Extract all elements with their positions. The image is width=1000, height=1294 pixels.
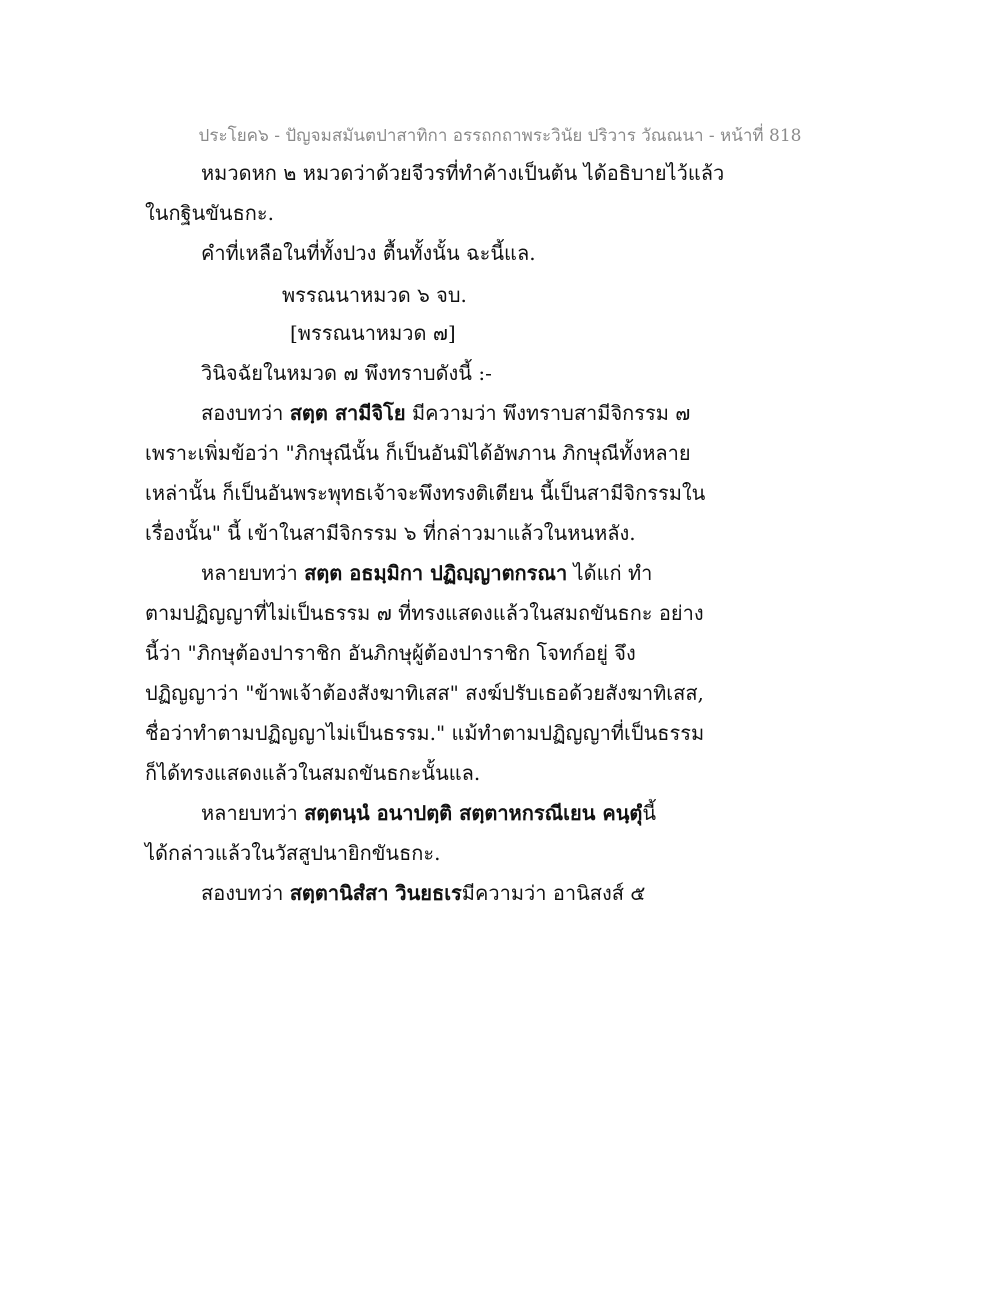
text-line: ในกฐินขันธกะ. bbox=[145, 201, 275, 225]
term-explanation: มีความว่า พึงทราบสามีจิกรรม ๗ bbox=[405, 401, 691, 425]
term-explanation: ได้แก่ ทำ bbox=[567, 561, 653, 585]
text-line bbox=[201, 880, 645, 906]
term-explanation: นี้ bbox=[642, 801, 657, 825]
term-explanation: มีความว่า อานิสงส์ ๕ bbox=[461, 881, 646, 905]
section-heading: [พรรณนาหมวด ๗] bbox=[290, 321, 456, 345]
term-intro: หลายบทว่า bbox=[201, 801, 305, 825]
page-header: ประโยค๖ - ปัญจมสมันตปาสาทิกา อรรถกถาพระวินัย ปริวาร วัณณนา - หน้าที่ 818 bbox=[198, 126, 802, 146]
text-line: วินิจฉัยในหมวด ๗ พึงทราบดังนี้ :- bbox=[201, 361, 492, 385]
text-line: เหล่านั้น ก็เป็นอันพระพุทธเจ้าจะพึงทรงติเตียน นี้เป็นสามีจิกรรมใน bbox=[145, 481, 706, 505]
text-line bbox=[201, 560, 652, 586]
text-line: หมวดหก ๒ หมวดว่าด้วยจีวรที่ทำค้างเป็นต้น ได้อธิบายไว้แล้ว bbox=[201, 161, 725, 185]
text-line bbox=[201, 400, 690, 426]
text-line: ชื่อว่าทำตามปฏิญญาไม่เป็นธรรม." แม้ทำตามปฏิญญาที่เป็นธรรม bbox=[145, 721, 705, 745]
text-line: เพราะเพิ่มข้อว่า "ภิกษุณีนั้น ก็เป็นอันมิได้อัพภาน ภิกษุณีทั้งหลาย bbox=[145, 441, 691, 465]
term-intro: หลายบทว่า bbox=[201, 561, 305, 585]
text-line: คำที่เหลือในที่ทั้งปวง ตื้นทั้งนั้น ฉะนี้แล. bbox=[201, 241, 536, 265]
term-intro: สองบทว่า bbox=[201, 881, 290, 905]
text-line: ก็ได้ทรงแสดงแล้วในสมถขันธกะนั้นแล. bbox=[145, 761, 481, 785]
pali-term: สตฺต สามีจิโย bbox=[289, 401, 406, 425]
term-intro: สองบทว่า bbox=[201, 401, 290, 425]
pali-term: สตฺตนฺนํ อนาปตฺติ สตฺตาหกรณีเยน คนฺตุํ bbox=[304, 801, 643, 825]
text-line: ได้กล่าวแล้วในวัสสูปนายิกขันธกะ. bbox=[145, 841, 441, 865]
pali-term: สตฺต อธมฺมิกา ปฏิญฺญาตกรณา bbox=[304, 561, 568, 585]
text-line: นี้ว่า "ภิกษุต้องปาราชิก อันภิกษุผู้ต้องปาราชิก โจทก์อยู่ จึง bbox=[145, 641, 636, 665]
text-line bbox=[201, 800, 656, 826]
section-closing: พรรณนาหมวด ๖ จบ. bbox=[282, 283, 467, 307]
text-line: ปฏิญญาว่า "ข้าพเจ้าต้องสังฆาทิเสส" สงฆ์ปรับเธอด้วยสังฆาทิเสส, bbox=[145, 681, 704, 705]
text-line: ตามปฏิญญาที่ไม่เป็นธรรม ๗ ที่ทรงแสดงแล้วในสมถขันธกะ อย่าง bbox=[145, 601, 704, 625]
text-line: เรื่องนั้น" นี้ เข้าในสามีจิกรรม ๖ ที่กล่าวมาแล้วในหนหลัง. bbox=[145, 521, 636, 545]
pali-term: สตฺตานิสํสา วินยธเร bbox=[289, 881, 462, 905]
